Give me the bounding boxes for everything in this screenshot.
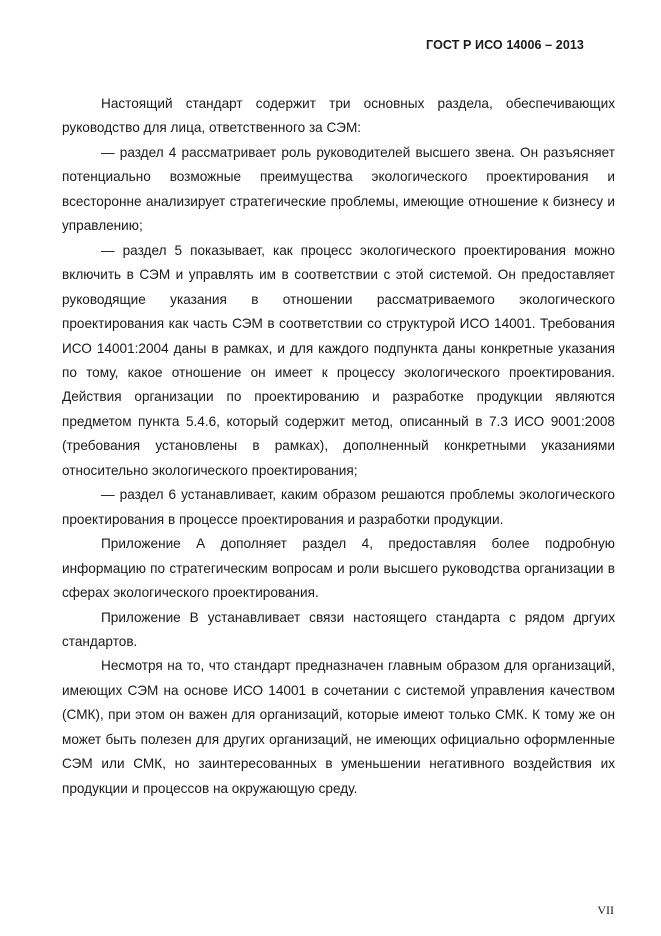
document-header-code: ГОСТ Р ИСО 14006 – 2013: [426, 38, 584, 52]
body-paragraph: Настоящий стандарт содержит три основных раздела, обеспечивающих руководство для лица, ответственного за СЭМ:: [62, 96, 615, 136]
document-body: [62, 92, 615, 801]
body-list-item: — раздел 6 устанавливает, каким образом решаются проблемы экологического проектирования в процессе проектирования и разработки продукции.: [62, 487, 615, 527]
body-paragraph: Приложение В устанавливает связи настоящего стандарта с рядом дргуих стандартов.: [62, 609, 615, 649]
page-number: VII: [597, 903, 614, 917]
body-paragraph: Несмотря на то, что стандарт предназначен главным образом для организаций, имеющих СЭМ на основе ИСО 14001 в сочетании с системой управления качеством (СМК), при этом он важен для организаций, которые имеют только СМК. К тому же он может быть полезен для других организаций, не имеющих официально оформленные СЭМ или СМК, но заинтересованных в уменьшении негативного воздействия их продукции и процессов на окружающую среду.: [62, 658, 615, 796]
body-list-item: — раздел 4 рассматривает роль руководителей высшего звена. Он разъясняет потенциально возможные преимущества экологического проектирования и всесторонне анализирует стратегические проблемы, имеющие отношение к бизнесу и управлению;: [62, 144, 615, 234]
body-list-item: — раздел 5 показывает, как процесс экологического проектирования можно включить в СЭМ и управлять им в соответствии с этой системой. Он предоставляет руководящие указания в отношении рассматриваемого экологического проектирования как часть СЭМ в соответствии со структурой ИСО 14001. Требования ИСО 14001:2004 даны в рамках, и для каждого подпункта даны конкретные указания по тому, какое отношение он имеет к процессу экологического проектирования. Действия организации по проектированию и разработке продукции являются предметом пункта 5.4.6, который содержит метод, описанный в 7.3 ИСО 9001:2008 (требования установлены в рамках), дополненный конкретными указаниями относительно экологического проектирования;: [62, 242, 615, 478]
body-paragraph: Приложение А дополняет раздел 4, предоставляя более подробную информацию по стратегическим вопросам и роли высшего руководства организации в сферах экологического проектирования.: [62, 536, 615, 601]
